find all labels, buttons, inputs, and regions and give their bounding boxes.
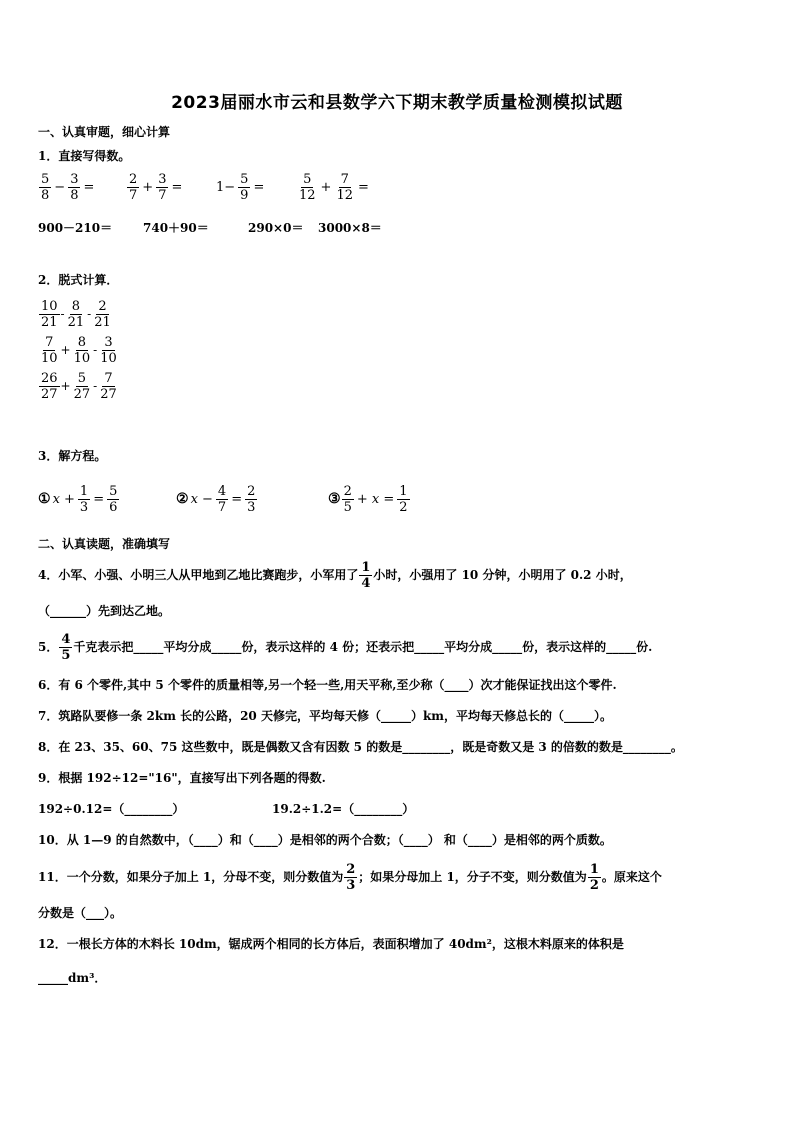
section-2-heading: 二、认真读题，准确填写 [38, 537, 171, 551]
q10-text: 10．从 1—9 的自然数中，（____）和（____）是相邻的两个合数；（____） 和（____）是相邻的两个质数。 [38, 833, 612, 847]
fraction: $\frac{3}{7}$ [158, 172, 167, 203]
q4-text-line2: （______）先到达乙地。 [38, 604, 171, 618]
q6-text: 6．有 6 个零件,其中 5 个零件的质量相等,另一个轻一些,用天平称,至少称（____）次才能保证找出这个零件. [38, 678, 617, 692]
q11-text-line2: 分数是（___）。 [38, 906, 123, 920]
q9-label: 9．根据 192÷12="16"，直接写出下列各题的得数. [38, 771, 326, 785]
q3-equation-3: ③ $\frac{2}{5}$ + x = $\frac{1}{2}$ [328, 484, 408, 515]
q1-expr-1: $\frac{5}{8}$ − $\frac{3}{8}$ = [41, 172, 95, 203]
q2-expr-2: $\frac{7}{10}$ + $\frac{8}{10}$ - $\frac{3}{10}$ [41, 334, 117, 366]
page-title: 2023届丽水市云和县数学六下期末教学质量检测模拟试题 [171, 93, 623, 113]
q2-expr-3: $\frac{26}{27}$ + $\frac{5}{27}$ - $\frac{7}{27}$ [41, 370, 117, 402]
fraction: $\frac{3}{8}$ [70, 172, 79, 203]
q9-item-a: 192÷0.12=（________） [38, 802, 185, 816]
q1-calc-1: 900－210＝ [38, 221, 113, 235]
q1-expr-4: $\frac{5}{12}$ + $\frac{7}{12}$ = [299, 172, 369, 203]
q12-text-line1: 12．一根长方体的木料长 10dm，锯成两个相同的长方体后，表面积增加了 40dm²，这根木料原来的体积是 [38, 937, 624, 951]
fraction: $\frac{5}{8}$ [41, 172, 50, 203]
q4-text: 4．小军、小强、小明三人从甲地到乙地比赛跑步，小军用了 $\frac{1}{4}$ 小时，小强用了 10 分钟，小明用了 0.2 小时， [38, 560, 632, 591]
q3-equation-2: ② x − $\frac{4}{7}$ = $\frac{2}{3}$ [176, 484, 256, 515]
q7-text: 7．筑路队要修一条 2km 长的公路，20 天修完，平均每天修（_____）km，平均每天修总长的（_____）。 [38, 709, 612, 723]
q3-equation-1: ① x + $\frac{1}{3}$ = $\frac{5}{6}$ [38, 484, 118, 515]
q1-expr-2: $\frac{2}{7}$ + $\frac{3}{7}$ = [129, 172, 183, 203]
q11-text: 11．一个分数，如果分子加上 1，分母不变，则分数值为 $\frac{2}{3}$ ；如果分母加上 1，分子不变，则分数值为 $\frac{1}{2}$ 。原来这个 [38, 862, 662, 893]
q1-expr-3: 1− $\frac{5}{9}$ = [216, 172, 265, 203]
q3-label: 3．解方程。 [38, 449, 107, 463]
q12-text-line2: _____dm³． [38, 971, 107, 985]
q2-expressions [38, 296, 120, 404]
q1-calc-4: 3000×8＝ [318, 221, 382, 235]
q5-text: 5． $\frac{4}{5}$ 千克表示把_____平均分成_____份，表示这样的 4 份；还表示把_____平均分成_____份，表示这样的_____份. [38, 632, 653, 663]
q2-expr-1: $\frac{10}{21}$ - $\frac{8}{21}$ - $\frac{2}{21}$ [41, 298, 111, 330]
fraction: $\frac{5}{12}$ [299, 172, 316, 203]
section-1-heading: 一、认真审题，细心计算 [38, 125, 171, 139]
q1-calc-2: 740＋90＝ [143, 221, 209, 235]
q1-calc-3: 290×0＝ [248, 221, 304, 235]
q1-label: 1．直接写得数。 [38, 149, 131, 163]
fraction: $\frac{5}{9}$ [240, 172, 249, 203]
q8-text: 8．在 23、35、60、75 这些数中，既是偶数又含有因数 5 的数是________，既是奇数又是 3 的倍数的数是________。 [38, 740, 683, 754]
q2-label: 2．脱式计算． [38, 273, 119, 287]
fraction: $\frac{7}{12}$ [336, 172, 353, 203]
fraction: $\frac{2}{7}$ [129, 172, 138, 203]
q9-item-b: 19.2÷1.2=（________） [272, 802, 415, 816]
